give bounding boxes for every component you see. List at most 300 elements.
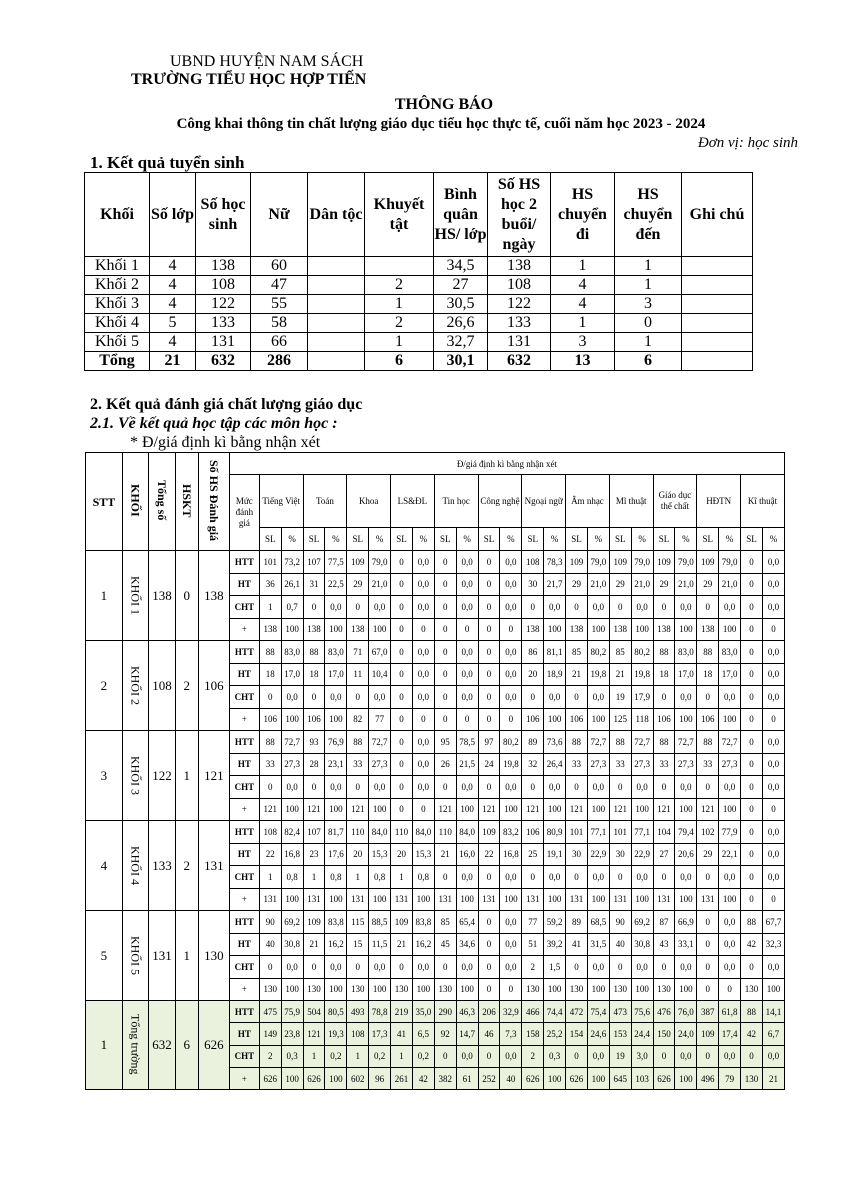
value-cell: 0,0 <box>719 866 741 889</box>
value-cell: 0 <box>478 618 500 641</box>
value-cell: 78,8 <box>369 1001 391 1023</box>
value-cell: 26 <box>434 753 456 776</box>
value-cell: 26,1 <box>281 573 303 596</box>
value-cell: 14,7 <box>456 1023 478 1045</box>
value-cell: 0,2 <box>325 1045 347 1067</box>
value-cell: 100 <box>281 1067 303 1089</box>
sl-header: SL <box>566 528 588 551</box>
value-cell: 100 <box>587 798 609 821</box>
value-cell: 131 <box>259 888 281 911</box>
value-cell: 17,0 <box>719 663 741 686</box>
page-subtitle: Công khai thông tin chất lượng giáo dục tiểu học thực tế, cuối năm học 2023 - 2024 <box>176 116 706 132</box>
value-cell: 6,5 <box>412 1023 434 1045</box>
value-cell: 106 <box>653 708 675 731</box>
value-cell: 29 <box>566 573 588 596</box>
value-cell: 100 <box>369 978 391 1001</box>
value-cell: 0 <box>303 596 325 619</box>
enrollment-cell: 1 <box>551 257 615 276</box>
value-cell: 100 <box>631 888 653 911</box>
value-cell: 138 <box>697 618 719 641</box>
value-cell: 17,0 <box>325 663 347 686</box>
value-cell: 100 <box>456 978 478 1001</box>
value-cell: 0 <box>697 956 719 979</box>
value-cell: 0 <box>391 551 413 574</box>
value-cell: 90 <box>259 911 281 934</box>
value-cell: 0,0 <box>631 776 653 799</box>
value-cell: 0 <box>741 708 763 731</box>
level-cell: HT <box>229 933 259 956</box>
value-cell: 138 <box>566 618 588 641</box>
value-cell: 30 <box>609 843 631 866</box>
value-cell: 22,9 <box>587 843 609 866</box>
block-stt: 1 <box>86 551 123 641</box>
value-cell: 0,0 <box>456 1045 478 1067</box>
value-cell: 0 <box>741 1045 763 1067</box>
level-cell: HT <box>229 663 259 686</box>
level-cell: + <box>229 1067 259 1089</box>
value-cell: 0 <box>391 798 413 821</box>
enrollment-cell <box>308 257 365 276</box>
value-cell: 0 <box>741 618 763 641</box>
value-cell: 88 <box>653 731 675 754</box>
value-cell: 130 <box>522 978 544 1001</box>
value-cell: 88 <box>609 731 631 754</box>
value-cell: 83,0 <box>719 641 741 664</box>
value-cell: 100 <box>587 708 609 731</box>
value-cell: 131 <box>566 888 588 911</box>
value-cell: 20 <box>347 843 369 866</box>
value-cell: 17,6 <box>325 843 347 866</box>
block-assessed: 130 <box>198 911 229 1001</box>
value-cell: 78,3 <box>544 551 566 574</box>
value-cell: 0,7 <box>281 596 303 619</box>
level-cell: HTT <box>229 641 259 664</box>
block-total: 133 <box>149 821 175 911</box>
value-cell: 1 <box>259 866 281 889</box>
sl-header: SL <box>478 528 500 551</box>
percent-header: % <box>631 528 653 551</box>
enrollment-cell: Khối 4 <box>85 314 150 333</box>
value-cell: 34,6 <box>456 933 478 956</box>
value-cell: 42 <box>412 1067 434 1089</box>
col-header: Số HS học 2 buổi/ ngày <box>488 173 551 257</box>
value-cell: 473 <box>609 1001 631 1023</box>
value-cell: 1 <box>303 866 325 889</box>
value-cell: 121 <box>478 798 500 821</box>
value-cell: 0,0 <box>762 686 784 709</box>
block-assessed: 626 <box>198 1001 229 1090</box>
value-cell: 59,2 <box>544 911 566 934</box>
value-cell: 0,0 <box>456 573 478 596</box>
value-cell: 131 <box>391 888 413 911</box>
value-cell: 83,0 <box>281 641 303 664</box>
value-cell: 71 <box>347 641 369 664</box>
block-name: KHỐI 1 <box>122 551 148 641</box>
value-cell: 130 <box>741 1067 763 1089</box>
value-cell: 0 <box>653 866 675 889</box>
block-assessed: 121 <box>198 731 229 821</box>
value-cell: 0,0 <box>325 686 347 709</box>
value-cell: 130 <box>609 978 631 1001</box>
value-cell: 130 <box>347 978 369 1001</box>
value-cell: 0,0 <box>675 956 697 979</box>
percent-header: % <box>412 528 434 551</box>
value-cell: 100 <box>544 978 566 1001</box>
value-cell: 0,0 <box>281 686 303 709</box>
value-cell: 51 <box>522 933 544 956</box>
level-cell: HTT <box>229 551 259 574</box>
enrollment-cell: 138 <box>196 257 251 276</box>
enrollment-row <box>85 352 753 371</box>
value-cell: 0 <box>347 776 369 799</box>
enrollment-cell: 1 <box>365 295 434 314</box>
value-cell: 154 <box>566 1023 588 1045</box>
enrollment-cell: 2 <box>365 314 434 333</box>
value-cell: 0,2 <box>412 1045 434 1067</box>
sl-header: SL <box>653 528 675 551</box>
value-cell: 104 <box>653 821 675 844</box>
value-cell: 0,0 <box>762 731 784 754</box>
value-cell: 100 <box>281 708 303 731</box>
value-cell: 77,1 <box>587 821 609 844</box>
level-cell: HTT <box>229 1001 259 1023</box>
sl-header: SL <box>303 528 325 551</box>
value-cell: 39,2 <box>544 933 566 956</box>
value-cell: 79,0 <box>631 551 653 574</box>
value-cell: 0 <box>500 618 522 641</box>
value-cell: 106 <box>303 708 325 731</box>
value-cell: 219 <box>391 1001 413 1023</box>
value-cell: 40 <box>609 933 631 956</box>
value-cell: 131 <box>522 888 544 911</box>
value-cell: 290 <box>434 1001 456 1023</box>
value-cell: 0 <box>697 933 719 956</box>
value-cell: 1 <box>391 1045 413 1067</box>
value-cell: 2 <box>259 1045 281 1067</box>
value-cell: 0 <box>566 686 588 709</box>
value-cell: 20,6 <box>675 843 697 866</box>
value-cell: 110 <box>434 821 456 844</box>
value-cell: 67,0 <box>369 641 391 664</box>
value-cell: 24 <box>478 753 500 776</box>
col-header: HS chuyển đi <box>551 173 615 257</box>
total-header: Tổng số <box>149 453 175 551</box>
value-cell: 138 <box>609 618 631 641</box>
value-cell: 0 <box>741 551 763 574</box>
col-header: Khuyết tật <box>365 173 434 257</box>
value-cell: 466 <box>522 1001 544 1023</box>
value-cell: 0,8 <box>412 866 434 889</box>
value-cell: 101 <box>609 821 631 844</box>
enrollment-cell: 6 <box>365 352 434 371</box>
value-cell: 76,0 <box>675 1001 697 1023</box>
block-total: 138 <box>149 551 175 641</box>
block-total: 108 <box>149 641 175 731</box>
value-cell: 130 <box>566 978 588 1001</box>
value-cell: 0,0 <box>675 866 697 889</box>
value-cell: 24,4 <box>631 1023 653 1045</box>
value-cell: 0 <box>762 618 784 641</box>
value-cell: 95 <box>434 731 456 754</box>
value-cell: 0 <box>347 686 369 709</box>
value-cell: 75,6 <box>631 1001 653 1023</box>
school-name: TRƯỜNG TIỂU HỌC HỢP TIẾN <box>131 71 367 88</box>
value-cell: 0,0 <box>544 596 566 619</box>
value-cell: 131 <box>434 888 456 911</box>
enrollment-cell: Khối 1 <box>85 257 150 276</box>
enrollment-cell: 5 <box>150 314 196 333</box>
value-cell: 25 <box>522 843 544 866</box>
value-cell: 100 <box>675 798 697 821</box>
subject-header: Toán <box>303 475 347 528</box>
value-cell: 100 <box>719 618 741 641</box>
value-cell: 0,0 <box>412 573 434 596</box>
value-cell: 101 <box>566 821 588 844</box>
value-cell: 138 <box>522 618 544 641</box>
value-cell: 0,0 <box>762 641 784 664</box>
value-cell: 88 <box>259 731 281 754</box>
sl-header: SL <box>391 528 413 551</box>
value-cell: 118 <box>631 708 653 731</box>
value-cell: 100 <box>544 618 566 641</box>
value-cell: 0,0 <box>412 641 434 664</box>
value-cell: 79,4 <box>675 821 697 844</box>
value-cell: 0 <box>412 708 434 731</box>
value-cell: 83,0 <box>325 641 347 664</box>
value-cell: 109 <box>697 551 719 574</box>
block-total: 632 <box>149 1001 175 1090</box>
value-cell: 0 <box>391 776 413 799</box>
value-cell: 121 <box>653 798 675 821</box>
value-cell: 36 <box>259 573 281 596</box>
value-cell: 19,8 <box>500 753 522 776</box>
value-cell: 33 <box>697 753 719 776</box>
enrollment-cell: 133 <box>488 314 551 333</box>
value-cell: 0 <box>478 596 500 619</box>
enrollment-cell: Khối 2 <box>85 276 150 295</box>
col-header: Khối <box>85 173 150 257</box>
value-cell: 0 <box>391 663 413 686</box>
value-cell: 14,1 <box>762 1001 784 1023</box>
enrollment-cell: 4 <box>150 257 196 276</box>
value-cell: 40 <box>500 1067 522 1089</box>
value-cell: 0 <box>609 956 631 979</box>
value-cell: 0 <box>762 888 784 911</box>
value-cell: 0,0 <box>281 776 303 799</box>
value-cell: 73,2 <box>281 551 303 574</box>
value-cell: 17,3 <box>369 1023 391 1045</box>
value-cell: 0 <box>478 933 500 956</box>
enrollment-cell: 4 <box>551 276 615 295</box>
value-cell: 100 <box>412 888 434 911</box>
value-cell: 0,0 <box>631 596 653 619</box>
col-header: Dân tộc <box>308 173 365 257</box>
assessment-note: * Đ/giá định kì bằng nhận xét <box>130 434 321 451</box>
block-stt: 1 <box>86 1001 123 1090</box>
value-cell: 88 <box>653 641 675 664</box>
value-cell: 0,0 <box>412 956 434 979</box>
value-cell: 18 <box>303 663 325 686</box>
value-cell: 100 <box>587 1067 609 1089</box>
value-cell: 100 <box>281 798 303 821</box>
value-cell: 78,5 <box>456 731 478 754</box>
value-cell: 90 <box>609 911 631 934</box>
value-cell: 475 <box>259 1001 281 1023</box>
value-cell: 0,0 <box>369 956 391 979</box>
value-cell: 108 <box>522 551 544 574</box>
block-hskt: 2 <box>175 641 198 731</box>
value-cell: 81,1 <box>544 641 566 664</box>
value-cell: 29 <box>609 573 631 596</box>
enrollment-cell <box>308 352 365 371</box>
value-cell: 72,7 <box>719 731 741 754</box>
enrollment-row <box>85 276 753 295</box>
value-cell: 100 <box>325 978 347 1001</box>
value-cell: 261 <box>391 1067 413 1089</box>
value-cell: 19,8 <box>587 663 609 686</box>
value-cell: 77 <box>522 911 544 934</box>
block-name: KHỐI 3 <box>122 731 148 821</box>
value-cell: 106 <box>522 821 544 844</box>
value-cell: 0,0 <box>544 866 566 889</box>
enrollment-cell: 30,5 <box>434 295 488 314</box>
subject-header: Kĩ thuật <box>741 475 785 528</box>
enrollment-cell: 60 <box>251 257 308 276</box>
value-cell: 100 <box>675 1067 697 1089</box>
value-cell: 80,2 <box>631 641 653 664</box>
value-cell: 100 <box>675 978 697 1001</box>
value-cell: 2 <box>522 956 544 979</box>
enrollment-cell <box>308 314 365 333</box>
value-cell: 106 <box>566 708 588 731</box>
subject-header: Ngoại ngữ <box>522 475 566 528</box>
value-cell: 43 <box>653 933 675 956</box>
subject-header: Âm nhạc <box>566 475 610 528</box>
value-cell: 1 <box>391 866 413 889</box>
value-cell: 22,5 <box>325 573 347 596</box>
value-cell: 0 <box>391 641 413 664</box>
block-total: 131 <box>149 911 175 1001</box>
block-hskt: 2 <box>175 821 198 911</box>
value-cell: 121 <box>434 798 456 821</box>
value-cell: 21 <box>762 1067 784 1089</box>
value-cell: 19,3 <box>325 1023 347 1045</box>
value-cell: 0,0 <box>544 776 566 799</box>
value-cell: 602 <box>347 1067 369 1089</box>
value-cell: 79,0 <box>369 551 391 574</box>
enrollment-cell <box>682 276 753 295</box>
value-cell: 3,0 <box>631 1045 653 1067</box>
value-cell: 100 <box>675 888 697 911</box>
value-cell: 0,2 <box>369 1045 391 1067</box>
value-cell: 19,8 <box>631 663 653 686</box>
value-cell: 80,2 <box>500 731 522 754</box>
value-cell: 80,5 <box>325 1001 347 1023</box>
enrollment-table <box>84 172 753 371</box>
enrollment-row <box>85 314 753 333</box>
value-cell: 0 <box>259 686 281 709</box>
value-cell: 645 <box>609 1067 631 1089</box>
percent-header: % <box>719 528 741 551</box>
value-cell: 0 <box>412 618 434 641</box>
value-cell: 252 <box>478 1067 500 1089</box>
value-cell: 0 <box>434 551 456 574</box>
value-cell: 83,8 <box>412 911 434 934</box>
enrollment-cell: 0 <box>615 314 682 333</box>
level-cell: + <box>229 708 259 731</box>
value-cell: 0,0 <box>412 731 434 754</box>
value-cell: 0 <box>653 596 675 619</box>
level-cell: HT <box>229 753 259 776</box>
value-cell: 100 <box>544 798 566 821</box>
value-cell: 0 <box>719 978 741 1001</box>
value-cell: 29 <box>697 573 719 596</box>
value-cell: 100 <box>281 888 303 911</box>
value-cell: 11 <box>347 663 369 686</box>
level-cell: + <box>229 888 259 911</box>
assessment-row <box>86 641 785 664</box>
value-cell: 0,0 <box>675 596 697 619</box>
value-cell: 138 <box>653 618 675 641</box>
value-cell: 76,9 <box>325 731 347 754</box>
value-cell: 138 <box>303 618 325 641</box>
value-cell: 131 <box>609 888 631 911</box>
value-cell: 26,4 <box>544 753 566 776</box>
value-cell: 121 <box>303 1023 325 1045</box>
value-cell: 138 <box>347 618 369 641</box>
value-cell: 0,0 <box>456 641 478 664</box>
value-cell: 23,8 <box>281 1023 303 1045</box>
value-cell: 88 <box>347 731 369 754</box>
value-cell: 109 <box>391 911 413 934</box>
value-cell: 20 <box>522 663 544 686</box>
value-cell: 0,8 <box>281 866 303 889</box>
value-cell: 0 <box>434 956 456 979</box>
value-cell: 15 <box>347 933 369 956</box>
value-cell: 0,0 <box>762 663 784 686</box>
block-stt: 2 <box>86 641 123 731</box>
value-cell: 19 <box>609 686 631 709</box>
block-assessed: 138 <box>198 551 229 641</box>
value-cell: 106 <box>259 708 281 731</box>
enrollment-header-row <box>85 173 753 257</box>
value-cell: 100 <box>587 888 609 911</box>
value-cell: 100 <box>587 618 609 641</box>
value-cell: 121 <box>303 798 325 821</box>
value-cell: 79,0 <box>719 551 741 574</box>
value-cell: 0 <box>434 573 456 596</box>
value-cell: 100 <box>500 888 522 911</box>
value-cell: 80,9 <box>544 821 566 844</box>
value-cell: 0 <box>500 708 522 731</box>
value-cell: 131 <box>478 888 500 911</box>
value-cell: 0 <box>478 956 500 979</box>
value-cell: 0,0 <box>500 663 522 686</box>
value-cell: 61 <box>456 1067 478 1089</box>
level-header: Mức đánh giá <box>229 475 259 551</box>
value-cell: 35,0 <box>412 1001 434 1023</box>
value-cell: 125 <box>609 708 631 731</box>
value-cell: 83,2 <box>500 821 522 844</box>
value-cell: 21,0 <box>631 573 653 596</box>
value-cell: 1,5 <box>544 956 566 979</box>
value-cell: 0,0 <box>500 641 522 664</box>
value-cell: 79,0 <box>587 551 609 574</box>
value-cell: 0,0 <box>456 956 478 979</box>
value-cell: 100 <box>631 618 653 641</box>
value-cell: 0,0 <box>762 753 784 776</box>
enrollment-cell: 131 <box>488 333 551 352</box>
